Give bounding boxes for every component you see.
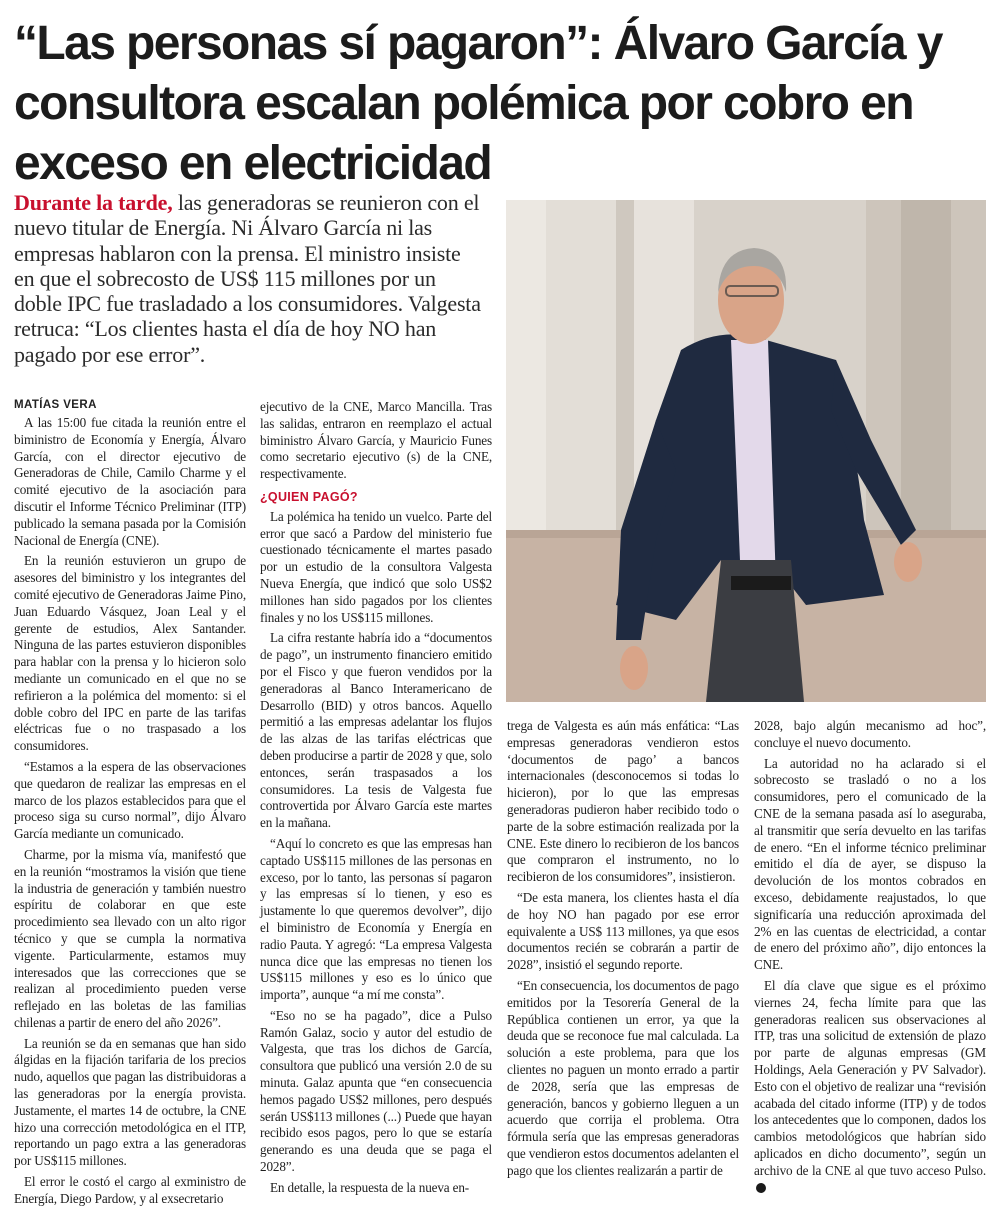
col3-paragraph: “De esta manera, los clientes hasta el día de hoy NO han pagado por ese error equivalente a US$ 113 millones, ya que esos documentos recién se cobrarán a partir de 2028”, insistió el segundo reporte. xyxy=(507,889,739,973)
end-of-article-icon xyxy=(756,1183,766,1193)
column-4 xyxy=(754,718,986,1200)
article-photo xyxy=(506,200,986,702)
lead-paragraph xyxy=(14,190,484,367)
col2-paragraph: “Aquí lo concreto es que las empresas han captado US$115 millones de las personas en exceso, por lo tanto, las personas sí pagaron y las empresas sí lo tienen, y eso es justamente lo que queremos devolver”, dijo el biministro de Economía y Energía en radio Pauta. Y agregó: “La empresa Valgesta nunca dice que las empresas no tienen los US$115 millones y eso es lo único que importa”, aunque “a mí me consta”. xyxy=(260,835,492,1003)
col3-paragraph: trega de Valgesta es aún más enfática: “Las empresas generadoras vendieron estos ‘documentos de pago’ a bancos internacionales (desconocemos si todas lo hicieron), por lo que las empresas generadoras pudieron haber recibido todo o parte de la sobre estimación realizada por la CNE. Este dinero lo recibieron de los bancos que compraron el instrumento, no lo recibieron de los consumidores”, insistieron. xyxy=(507,718,739,885)
lead-text: las generadoras se reunieron con el nuevo titular de Energía. Ni Álvaro García ni las empresas hablaron con la prensa. El ministro insiste en que el sobrecosto de US$ 115 millones por un doble IPC fue trasladado a los consumidores. Valgesta retruca: “Los clientes hasta el día de hoy NO han pagado por ese error”. xyxy=(14,190,481,367)
col4-last-text: El día clave que sigue es el próximo viernes 24, fecha límite para que las generadoras realicen sus observaciones al ITP, tras una solicitud de extensión de plazo por parte de algunas empresas (GM Holdings, Aela Generación y PV Salvador). Esto con el objetivo de realizar una “revisión acabada del citado informe (ITP) y de todos los antecedentes que lo componen, dados los cambios metodológicos que habrían sido aplicados en dicho documento”, según un archivo de la CNE al que tuvo acceso Pulso. xyxy=(754,977,986,1178)
column-1 xyxy=(14,415,246,1212)
col1-paragraph: En la reunión estuvieron un grupo de asesores del biministro y los integrantes del comité ejecutivo de Generadoras Jaime Pino, Juan Eduardo Vásquez, Joan Leal y el gerente de estudios, Alex Santander. Ninguna de las partes estuvieron disponibles para hablar con la prensa y lo hicieron solo mediante un comunicado en el que no se refirieron a la polémica del momento: si el doble cobro del IPC en parte de las tarifas eléctricas fue o no traspasado a los consumidores. xyxy=(14,553,246,754)
headline: “Las personas sí pagaron”: Álvaro García y consultora escalan polémica por cobro en exceso en electricidad xyxy=(14,17,942,190)
column-2 xyxy=(260,399,492,1201)
col2-paragraph: “Eso no se ha pagado”, dice a Pulso Ramón Galaz, socio y autor del estudio de Valgesta, que tras los dichos de García, consultora que publicó una versión 2.0 de su minuta. Galaz apunta que “en consecuencia hemos pagado US$2 millones, pero después serán US$113 millones (...) Puede que hayan recibido esos pagos, pero lo que se estaría generando es una deuda que se paga el 2028”. xyxy=(260,1007,492,1175)
section-subhead: ¿QUIEN PAGÓ? xyxy=(260,489,358,504)
col4-paragraph xyxy=(754,978,986,1196)
col1-paragraph: A las 15:00 fue citada la reunión entre el biministro de Economía y Energía, Álvaro García, con el director ejecutivo de Generadoras de Chile, Camilo Charme y el comité ejecutivo de la asociación para discutir el Informe Técnico Preliminar (ITP) publicado la semana pasada por la Comisión Nacional de Energía (CNE). xyxy=(14,415,246,548)
lead-kicker: Durante la tarde, xyxy=(14,190,173,215)
col1-paragraph: Charme, por la misma vía, manifestó que en la reunión “mostramos la visión que tiene la industria de generación y también nuestro espíritu de colaborar en que este procedimiento sea llevado con un alto rigor técnico y que se cumpla la normativa vigente. Particularmente, estamos muy interesados que las correcciones que se realizan al procedimiento pueden verse reflejado en las boletas de las familias chilenas a partir de enero del año 2026”. xyxy=(14,846,246,1030)
col4-paragraph: 2028, bajo algún mecanismo ad hoc”, concluye el nuevo documento. xyxy=(754,718,986,750)
col2-paragraph: En detalle, la respuesta de la nueva en- xyxy=(270,1179,470,1195)
col4-paragraph: La autoridad no ha aclarado si el sobrecosto se trasladó o no a los consumidores, pero el comunicado de la CNE de la semana pasada así lo aseguraba, al transmitir que sería devuelto en las tarifas de enero. “En el informe técnico preliminar emitido el día de ayer, se dispuso la devolución de los montos cobrados en exceso, debidamente reajustados, lo que significaría una reducción aproximada del 2% en las cuentas de electricidad, a contar de enero del próximo año”, dijo entonces la CNE. xyxy=(754,755,986,973)
col1-paragraph: La reunión se da en semanas que han sido álgidas en la fijación tarifaria de los precios nudo, aquellos que pagan las distribuidoras a las generadoras por la energía provista. Justamente, el martes 14 de octubre, la CNE hizo una corrección metodológica en el ITP, reportando un pago extra a las generadoras por US$115 millones. xyxy=(14,1035,246,1169)
col1-paragraph: El error le costó el cargo al exministro de Energía, Diego Pardow, y al exsecretario xyxy=(14,1174,246,1206)
col1-paragraph: “Estamos a la espera de las observaciones que quedaron de realizar las empresas en el marco de los plazos establecidos para que el proceso siga su curso normal”, dijo Álvaro García mediante un comunicado. xyxy=(14,758,246,842)
col2-intro: ejecutivo de la CNE, Marco Mancilla. Tras las salidas, entraron en reemplazo el actual biministro Álvaro García, y Mauricio Funes como secretario ejecutivo (s) de la CNE, respectivamente. xyxy=(260,399,492,482)
col2-paragraph: La polémica ha tenido un vuelco. Parte del error que sacó a Pardow del ministerio fue cuestionado técnicamente el martes pasado por un estudio de la consultora Valgesta Nueva Energía, que indicó que solo US$2 millones han sido pagados por los clientes finales y no los US$115 millones. xyxy=(260,508,492,625)
photo-illustration xyxy=(506,200,986,702)
column-3 xyxy=(507,718,739,1184)
col2-paragraph: La cifra restante habría ido a “documentos de pago”, un instrumento financiero emitido por el Fisco y que fueron vendidos por la generadoras al Banco Interamericano de Desarrollo (BID) y otros bancos. Aquello permitió a las empresas adelantar los flujos de las alzas de las tarifas eléctricas que deben producirse a partir de 2028 y que, solo entonces, serán traspasados a los consumidores. La tesis de Valgesta fue controvertida por Álvaro García este martes en la mañana. xyxy=(260,630,492,831)
col3-paragraph: “En consecuencia, los documentos de pago emitidos por la Tesorería General de la República contienen un error, ya que la deuda que se reconoce fue mal calculada. La solución a este problema, para que los clientes no paguen un monto errado a partir de 2028, sería que las empresas de generación, bancos y gobierno lleguen a un acuerdo que corrija el problema. Otra fórmula sería que las empresas generadoras que vendieron estos documentos adelanten el pago que los clientes realizarán a partir de xyxy=(507,977,739,1178)
byline: MATÍAS VERA xyxy=(14,399,97,411)
